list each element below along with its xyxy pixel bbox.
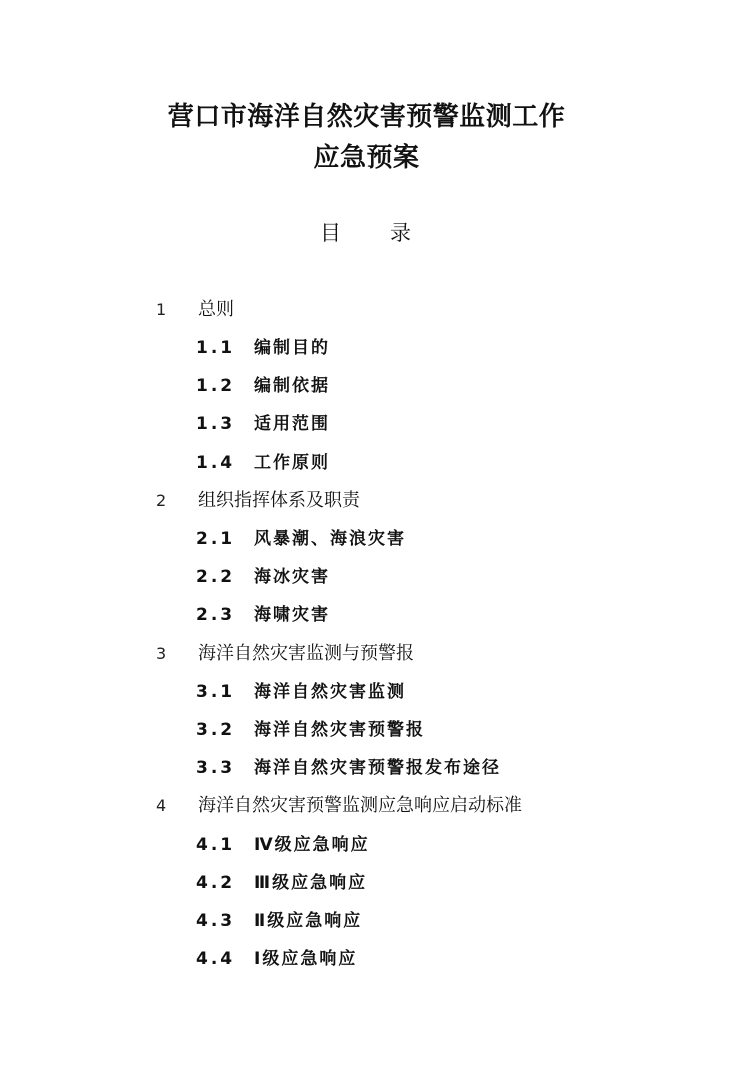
toc-item-title: 编制目的 bbox=[254, 338, 330, 358]
toc-item-number: 2 bbox=[156, 491, 167, 510]
toc-item-number: 2.1 bbox=[196, 529, 236, 549]
toc-item-title: 编制依据 bbox=[254, 376, 330, 396]
toc-item-title: 海啸灾害 bbox=[254, 605, 330, 625]
toc-item-number: 1.3 bbox=[196, 414, 236, 434]
toc-item-title: 组织指挥体系及职责 bbox=[198, 490, 360, 511]
toc-item-title: 海洋自然灾害监测 bbox=[254, 682, 406, 702]
toc-item-number: 2.3 bbox=[196, 605, 236, 625]
toc-heading-char-1: 目 bbox=[320, 221, 341, 245]
toc-item-title: 风暴潮、海浪灾害 bbox=[254, 529, 406, 549]
toc-item-number: 4 bbox=[156, 796, 167, 815]
toc-item-number: 3 bbox=[156, 644, 167, 663]
toc-item-number: 3.3 bbox=[196, 758, 236, 778]
toc-item-title: 海洋自然灾害监测与预警报 bbox=[198, 643, 414, 664]
toc-item-title: 总则 bbox=[198, 299, 234, 320]
toc-item-number: 4.4 bbox=[196, 949, 236, 969]
toc-item-number: 4.3 bbox=[196, 911, 236, 931]
toc-item-number: 1.4 bbox=[196, 453, 236, 473]
toc-item-number: 4.2 bbox=[196, 873, 236, 893]
toc-item-title: 海洋自然灾害预警报 bbox=[254, 720, 425, 740]
document-title-line-2: 应急预案 bbox=[313, 143, 420, 173]
toc-item-title: 海冰灾害 bbox=[254, 567, 330, 587]
toc-item-title: 海洋自然灾害预警监测应急响应启动标准 bbox=[198, 795, 522, 816]
toc-item-title: Ⅰ级应急响应 bbox=[254, 949, 358, 969]
toc-item-title: 海洋自然灾害预警报发布途径 bbox=[254, 758, 501, 778]
toc-item-number: 4.1 bbox=[196, 835, 236, 855]
toc-item-number: 1.2 bbox=[196, 376, 236, 396]
document-title-line-1: 营口市海洋自然灾害预警监测工作 bbox=[167, 102, 566, 132]
toc-item-title: Ⅱ级应急响应 bbox=[254, 911, 363, 931]
toc-item-title: Ⅳ级应急响应 bbox=[254, 835, 370, 855]
toc-item-number: 3.2 bbox=[196, 720, 236, 740]
toc-item-title: 适用范围 bbox=[254, 414, 330, 434]
toc-item-title: Ⅲ级应急响应 bbox=[254, 873, 368, 893]
toc-item-number: 1 bbox=[156, 300, 167, 319]
toc-item-title: 工作原则 bbox=[254, 453, 330, 473]
toc-item-number: 3.1 bbox=[196, 682, 236, 702]
toc-item-number: 2.2 bbox=[196, 567, 236, 587]
toc-item-number: 1.1 bbox=[196, 338, 236, 358]
toc-heading-char-2: 录 bbox=[390, 221, 411, 245]
